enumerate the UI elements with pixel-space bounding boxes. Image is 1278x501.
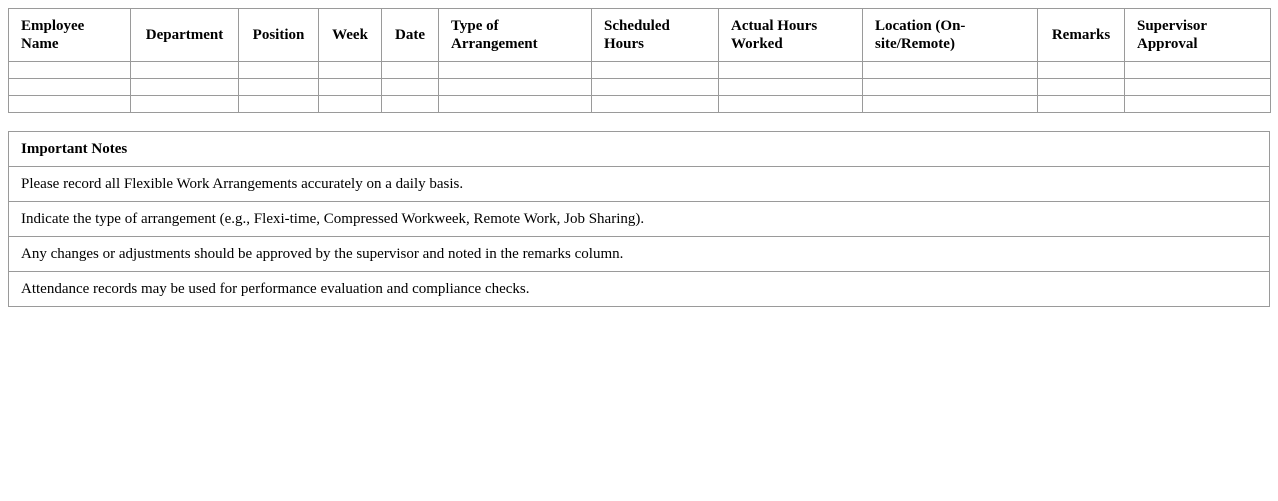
table-cell[interactable] — [131, 62, 239, 79]
table-cell[interactable] — [592, 79, 719, 96]
table-cell[interactable] — [9, 62, 131, 79]
table-cell[interactable] — [1125, 62, 1271, 79]
table-cell[interactable] — [439, 79, 592, 96]
header-position: Position — [239, 9, 319, 62]
table-cell[interactable] — [319, 62, 382, 79]
table-cell[interactable] — [863, 79, 1038, 96]
header-department: Department — [131, 9, 239, 62]
table-cell[interactable] — [239, 79, 319, 96]
table-cell[interactable] — [1038, 62, 1125, 79]
table-cell[interactable] — [382, 79, 439, 96]
table-cell[interactable] — [1038, 96, 1125, 113]
notes-title: Important Notes — [9, 132, 1270, 167]
notes-table — [8, 131, 1270, 307]
table-cell[interactable] — [382, 96, 439, 113]
table-cell[interactable] — [863, 62, 1038, 79]
table-row — [9, 79, 1271, 96]
table-cell[interactable] — [719, 62, 863, 79]
table-cell[interactable] — [9, 96, 131, 113]
table-row — [9, 96, 1271, 113]
table-cell[interactable] — [131, 96, 239, 113]
table-cell[interactable] — [439, 62, 592, 79]
table-cell[interactable] — [131, 79, 239, 96]
table-cell[interactable] — [239, 62, 319, 79]
table-cell[interactable] — [319, 96, 382, 113]
table-cell[interactable] — [9, 79, 131, 96]
table-cell[interactable] — [439, 96, 592, 113]
table-cell[interactable] — [382, 62, 439, 79]
table-cell[interactable] — [1125, 79, 1271, 96]
header-supervisor-approval: Supervisor Approval — [1125, 9, 1271, 62]
notes-row — [9, 272, 1270, 307]
header-week: Week — [319, 9, 382, 62]
table-cell[interactable] — [719, 96, 863, 113]
table-cell[interactable] — [592, 96, 719, 113]
notes-header-row — [9, 132, 1270, 167]
header-actual-hours-worked: Actual Hours Worked — [719, 9, 863, 62]
header-employee-name: Employee Name — [9, 9, 131, 62]
table-cell[interactable] — [719, 79, 863, 96]
table-cell[interactable] — [239, 96, 319, 113]
table-cell[interactable] — [319, 79, 382, 96]
header-location: Location (On-site/Remote) — [863, 9, 1038, 62]
note-item: Attendance records may be used for performance evaluation and compliance checks. — [9, 272, 1270, 307]
header-type-of-arrangement: Type of Arrangement — [439, 9, 592, 62]
header-scheduled-hours: Scheduled Hours — [592, 9, 719, 62]
notes-row — [9, 167, 1270, 202]
note-item: Any changes or adjustments should be approved by the supervisor and noted in the remarks column. — [9, 237, 1270, 272]
table-header-row — [9, 9, 1271, 62]
page-content — [8, 8, 1270, 307]
header-remarks: Remarks — [1038, 9, 1125, 62]
table-cell[interactable] — [592, 62, 719, 79]
note-item: Indicate the type of arrangement (e.g., Flexi-time, Compressed Workweek, Remote Work, Job Sharing). — [9, 202, 1270, 237]
table-cell[interactable] — [1125, 96, 1271, 113]
table-cell[interactable] — [863, 96, 1038, 113]
table-row — [9, 62, 1271, 79]
table-cell[interactable] — [1038, 79, 1125, 96]
notes-row — [9, 237, 1270, 272]
notes-row — [9, 202, 1270, 237]
attendance-table — [8, 8, 1271, 113]
note-item: Please record all Flexible Work Arrangements accurately on a daily basis. — [9, 167, 1270, 202]
header-date: Date — [382, 9, 439, 62]
